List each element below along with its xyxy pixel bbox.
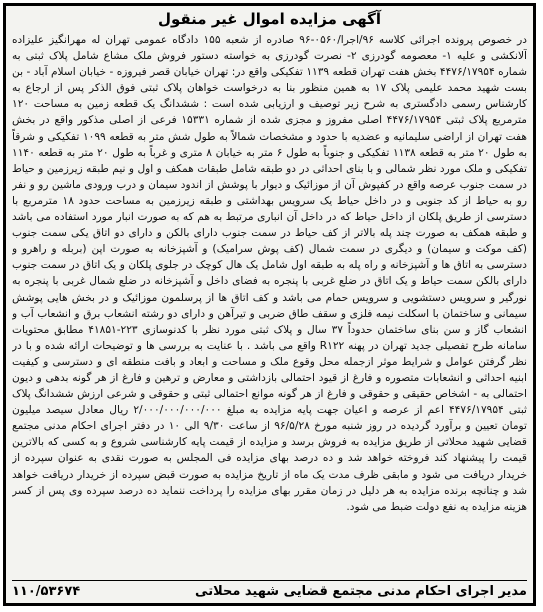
notice-issuer: مدیر اجرای احکام مدنی مجتمع قضایی شهید محلاتی [195, 583, 527, 599]
notice-frame [3, 3, 536, 606]
notice-title: آگهی مزایده اموال غیر منقول [157, 10, 382, 28]
notice-paragraph: در خصوص پرونده اجرائی کلاسه ۹۶/اجرا/۰۵۶۰-۹۶ صادره از شعبه ۱۵۵ دادگاه عمومی تهران له مهرانگیز علیزاده آلانکشی و علیه ۱- معصومه گودرزی ۲- نصرت گودرزی به خواسته دستور فروش ملک مشاع شامل پلاک ثبتی به شماره ۴۴۷۶/۱۷۹۵۴ بخش هفت تهران قطعه ۱۱۳۹ تفکیکی واقع در: تهران خیابان قصر فیروزه - خیابان اسلام آباد - بن بست شهید محمد علیمی پلاک ۱۷ به همین منظور بنا به درخواست خواهان پلاک ثبتی فوق الذکر پس از ارجاع به کارشناس رسمی دادگستری به شرح زیر توصیف و ارزیابی شده است : ششدانگ یک قطعه زمین به مساحت ۱۲۰ مترمربع پلاک ثبتی ۴۴۷۶/۱۷۹۵۴ اصلی مفروز و مجزی شده از شماره ۱۵۳۳۱ فرعی از اصلی مذکور واقع در بخش هفت تهران از اراضی سلیمانیه و عضدیه با حدود و مشخصات شمالاً به طول شش متر به قطعه ۱۰۹۹ تفکیکی و شرقاً به طول ۲۰ متر به قطعه ۱۱۳۸ تفکیکی و جنوباً به طول ۶ متر به خیابان ۸ متری و غرباً به طول ۲۰ متر به قطعه ۱۱۴۰ تفکیکی و ملک مورد نظر شمالی و با بنای احداثی در دو طبقه شامل طبقات همکف و اول و نیم طبقه زیرزمین و حیاط در سمت جنوب عرصه واقع در کفپوش آن از موزائیک و دیوار با پوشش از اندود سیمان و درب ورودی ماشین رو و نفر رو به حیاط از کد جنوبی و در داخل حیاط یک سرویس بهداشتی و طبقه زیرزمین به مساحت حدود ۱۸ مترمربع با دسترسی از طریق پلکان از داخل حیاط که در داخل آن انباری مرتبط به هم که به صورت انبار مورد استفاده می باشد و طبقه همکف به صورت چند پله بالاتر از کف حیاط در سمت جنوب دارای بالکن و دارای دو اتاق یکی سمت جنوب (کف موکت و سیمان) و دیگری در سمت شمال (کف پوش سرامیک) و آشپزخانه به صورت اپن (بربله و راهرو و دسترسی به اتاق ها و آشپزخانه و راه پله به طبقه اول شامل یک هال کوچک در جلوی پلکان و یک اتاق در سمت جنوب دارای بالکن سمت حیاط و یک اتاق در ضلع غربی با پنجره به فضای داخل و آشپزخانه در ضلع شمال غربی با پنجره به نورگیر و سرویس دستشویی و سرویس حمام می باشد و کف اتاق ها از پرسلمون موزائیک و در بخش هایی پوشش سیمانی و ساختمان با اسکلت نیمه فلزی و سقف طاق ضربی و تیرآهن و دارای دو رشته انشعاب برق و انشعاب آب و انشعاب گاز و سن بنای ساختمان حدوداً ۳۷ سال و پلاک ثبتی مورد نظر با کدنوسازی ۲۲۳-۴۱۸۵۱ مطابق محتویات سامانه طرح تفصیلی جدید تهران در پهنه R۱۲۲ واقع می باشد . با عنایت به بررسی ها و توضیحات ارائه شده و با در نظر گرفتن عوامل و شرایط موثر ازجمله محل وقوع ملک و مساحت و ابعاد و بافت منطقه ای و دسترسی و کیفیت ابنیه احداثی و انشعابات متصوره و فارغ از قیود احتمالی بازداشتی و معارض و ترهین و فارغ از هر گونه بدهی و دیون احتمالی به - اشخاص حقیقی و حقوقی و فارغ از هر گونه موانع احتمالی ثبتی و حقوقی و شرعی ارزش ششدانگ پلاک ثبتی ۴۴۷۶/۱۷۹۵۴ اعم از عرصه و اعیان جهت پایه مزایده به مبلغ ۲/۰۰۰/۰۰۰/۰۰۰/۰۰۰ ریال معادل سیصد میلیون تومان تعیین و برآورد گردیده در روز شنبه مورخ ۹۶/۵/۲۸ از ساعت ۹/۳۰ الی ۱۰ در دفتر اجرای احکام مدنی مجتمع قضایی شهید محلاتی از طریق مزایده به فروش برسد و مزایده از قیمت پایه کارشناسی شروع و به کسی که بالاترین قیمت را پیشنهاد کند فروخته خواهد شد و ده درصد بهای مزایده فی المجلس به صورت نقدی به عنوان سپرده از خریدار دریافت می شود و مابقی ظرف مدت یک ماه از تاریخ مزایده به صورت قبض سپرده از خریدار دریافت خواهد شد و چنانچه برنده مزایده به هر دلیل در زمان مقرر بهای مزایده را پرداخت ننماید ده درصد سپرده وی پس از کسر هزینه مزایده به نفع دولت ضبط می شود. [12, 34, 527, 513]
notice-code: ۱۱۰/۵۳۶۷۴ [12, 583, 81, 599]
notice-body [12, 32, 527, 588]
notice-footer [12, 580, 527, 601]
